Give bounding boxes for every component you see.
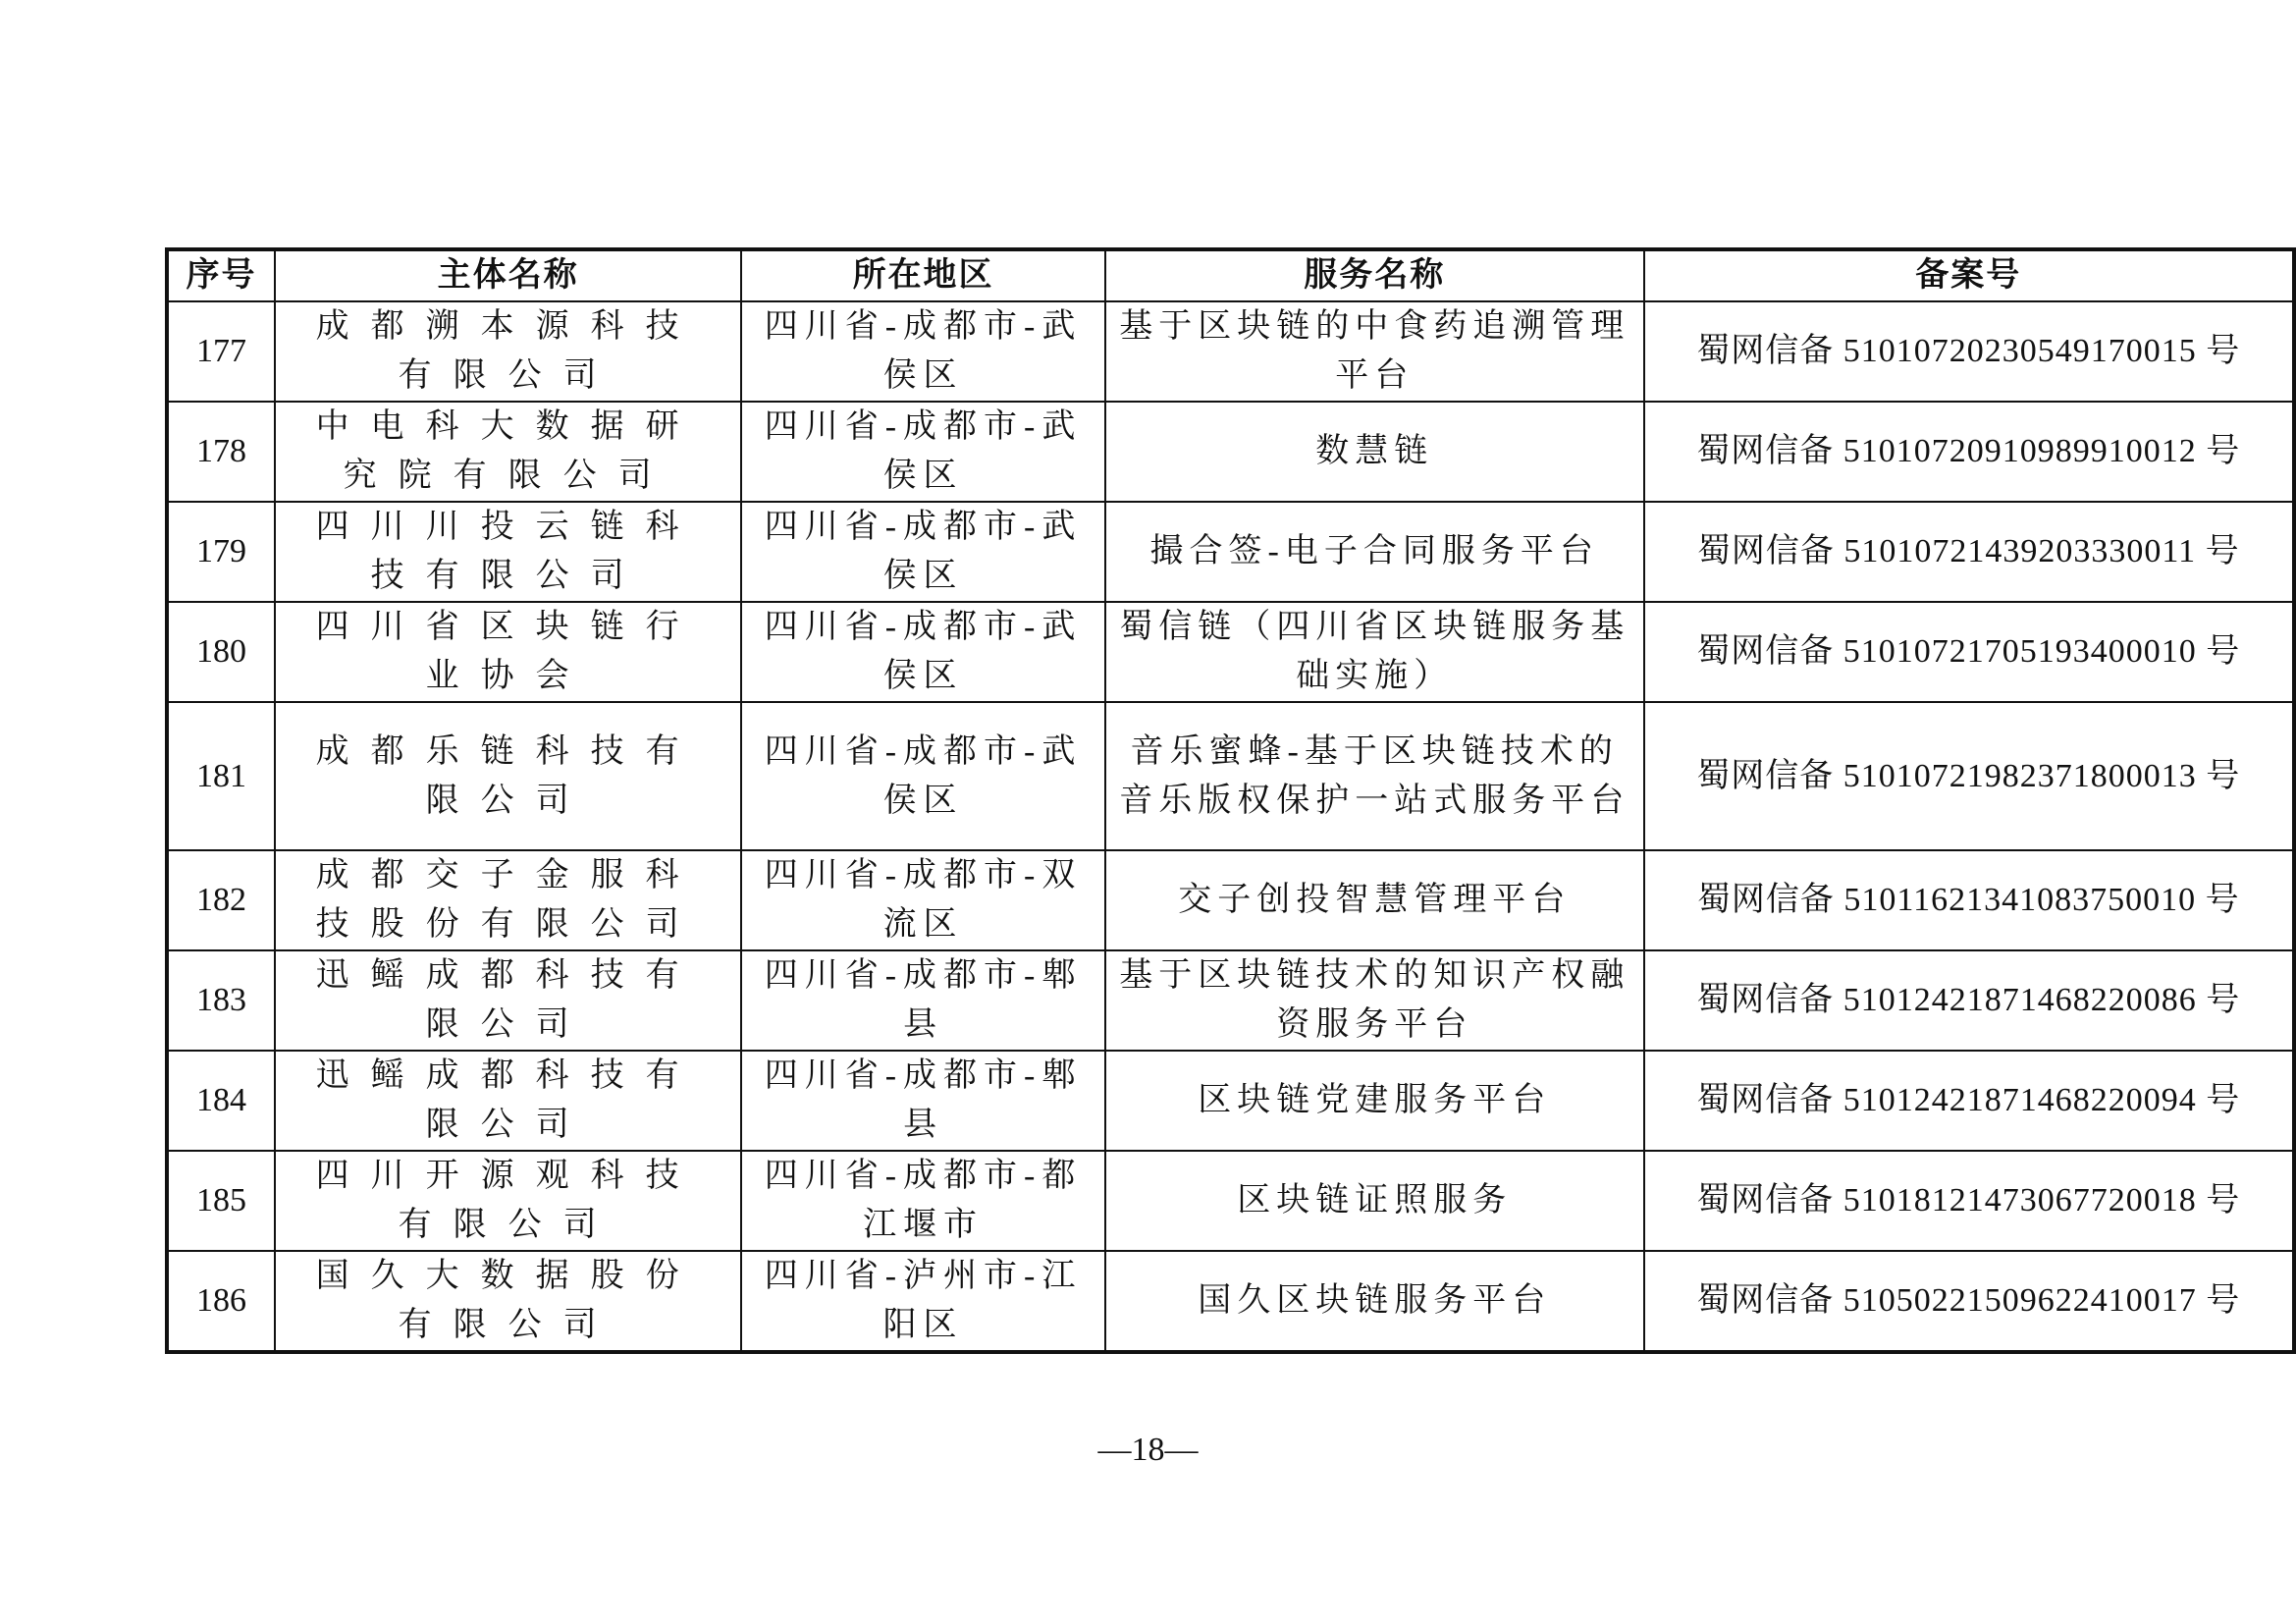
- cell-region: 四川省-成都市-双流区: [741, 850, 1105, 950]
- cell-no: 182: [167, 850, 275, 950]
- cell-region: 四川省-泸州市-江阳区: [741, 1251, 1105, 1352]
- table-row: [167, 1051, 2294, 1151]
- cell-entity: 四川开源观科技有限公司: [275, 1151, 741, 1251]
- cell-entity: 四川省区块链行业协会: [275, 602, 741, 702]
- cell-record: 蜀网信备 51012421871468220086 号: [1644, 950, 2294, 1051]
- cell-entity: 中电科大数据研究院有限公司: [275, 402, 741, 502]
- table-row: [167, 301, 2294, 402]
- header-no: 序号: [167, 249, 275, 301]
- cell-entity: 成都乐链科技有限公司: [275, 702, 741, 850]
- cell-service: 国久区块链服务平台: [1105, 1251, 1644, 1352]
- cell-service: 交子创投智慧管理平台: [1105, 850, 1644, 950]
- cell-entity: 迅鳐成都科技有限公司: [275, 950, 741, 1051]
- cell-region: 四川省-成都市-郫县: [741, 1051, 1105, 1151]
- header-entity: 主体名称: [275, 249, 741, 301]
- table-row: [167, 602, 2294, 702]
- cell-record: 蜀网信备 51018121473067720018 号: [1644, 1151, 2294, 1251]
- header-region: 所在地区: [741, 249, 1105, 301]
- cell-record: 蜀网信备 51010721705193400010 号: [1644, 602, 2294, 702]
- cell-region: 四川省-成都市-郫县: [741, 950, 1105, 1051]
- cell-service: 基于区块链的中食药追溯管理平台: [1105, 301, 1644, 402]
- cell-service: 数慧链: [1105, 402, 1644, 502]
- cell-service: 蜀信链（四川省区块链服务基础实施）: [1105, 602, 1644, 702]
- table-row: [167, 1251, 2294, 1352]
- table-row: [167, 950, 2294, 1051]
- cell-no: 183: [167, 950, 275, 1051]
- cell-no: 180: [167, 602, 275, 702]
- table-row: [167, 702, 2294, 850]
- table-row: [167, 502, 2294, 602]
- cell-entity: 四川川投云链科技有限公司: [275, 502, 741, 602]
- cell-no: 186: [167, 1251, 275, 1352]
- cell-entity: 成都溯本源科技有限公司: [275, 301, 741, 402]
- cell-record: 蜀网信备 51010721982371800013 号: [1644, 702, 2294, 850]
- cell-region: 四川省-成都市-武侯区: [741, 502, 1105, 602]
- cell-no: 178: [167, 402, 275, 502]
- registration-table: [165, 247, 2296, 1354]
- cell-entity: 国久大数据股份有限公司: [275, 1251, 741, 1352]
- cell-record: 蜀网信备 51010721439203330011 号: [1644, 502, 2294, 602]
- cell-record: 蜀网信备 51010720910989910012 号: [1644, 402, 2294, 502]
- cell-no: 177: [167, 301, 275, 402]
- cell-region: 四川省-成都市-武侯区: [741, 602, 1105, 702]
- cell-no: 184: [167, 1051, 275, 1151]
- page-number: —18—: [1097, 1432, 1199, 1468]
- cell-region: 四川省-成都市-武侯区: [741, 301, 1105, 402]
- header-service: 服务名称: [1105, 249, 1644, 301]
- table-row: [167, 850, 2294, 950]
- cell-region: 四川省-成都市-武侯区: [741, 702, 1105, 850]
- cell-no: 181: [167, 702, 275, 850]
- table-header-row: [167, 249, 2294, 301]
- cell-record: 蜀网信备 51010720230549170015 号: [1644, 301, 2294, 402]
- cell-entity: 迅鳐成都科技有限公司: [275, 1051, 741, 1151]
- cell-record: 蜀网信备 51050221509622410017 号: [1644, 1251, 2294, 1352]
- cell-region: 四川省-成都市-武侯区: [741, 402, 1105, 502]
- cell-service: 撮合签-电子合同服务平台: [1105, 502, 1644, 602]
- table-row: [167, 402, 2294, 502]
- cell-region: 四川省-成都市-都江堰市: [741, 1151, 1105, 1251]
- cell-service: 区块链证照服务: [1105, 1151, 1644, 1251]
- cell-service: 音乐蜜蜂-基于区块链技术的音乐版权保护一站式服务平台: [1105, 702, 1644, 850]
- cell-service: 基于区块链技术的知识产权融资服务平台: [1105, 950, 1644, 1051]
- cell-no: 185: [167, 1151, 275, 1251]
- cell-no: 179: [167, 502, 275, 602]
- cell-record: 蜀网信备 51012421871468220094 号: [1644, 1051, 2294, 1151]
- cell-record: 蜀网信备 51011621341083750010 号: [1644, 850, 2294, 950]
- header-record: 备案号: [1644, 249, 2294, 301]
- cell-service: 区块链党建服务平台: [1105, 1051, 1644, 1151]
- cell-entity: 成都交子金服科技股份有限公司: [275, 850, 741, 950]
- table-row: [167, 1151, 2294, 1251]
